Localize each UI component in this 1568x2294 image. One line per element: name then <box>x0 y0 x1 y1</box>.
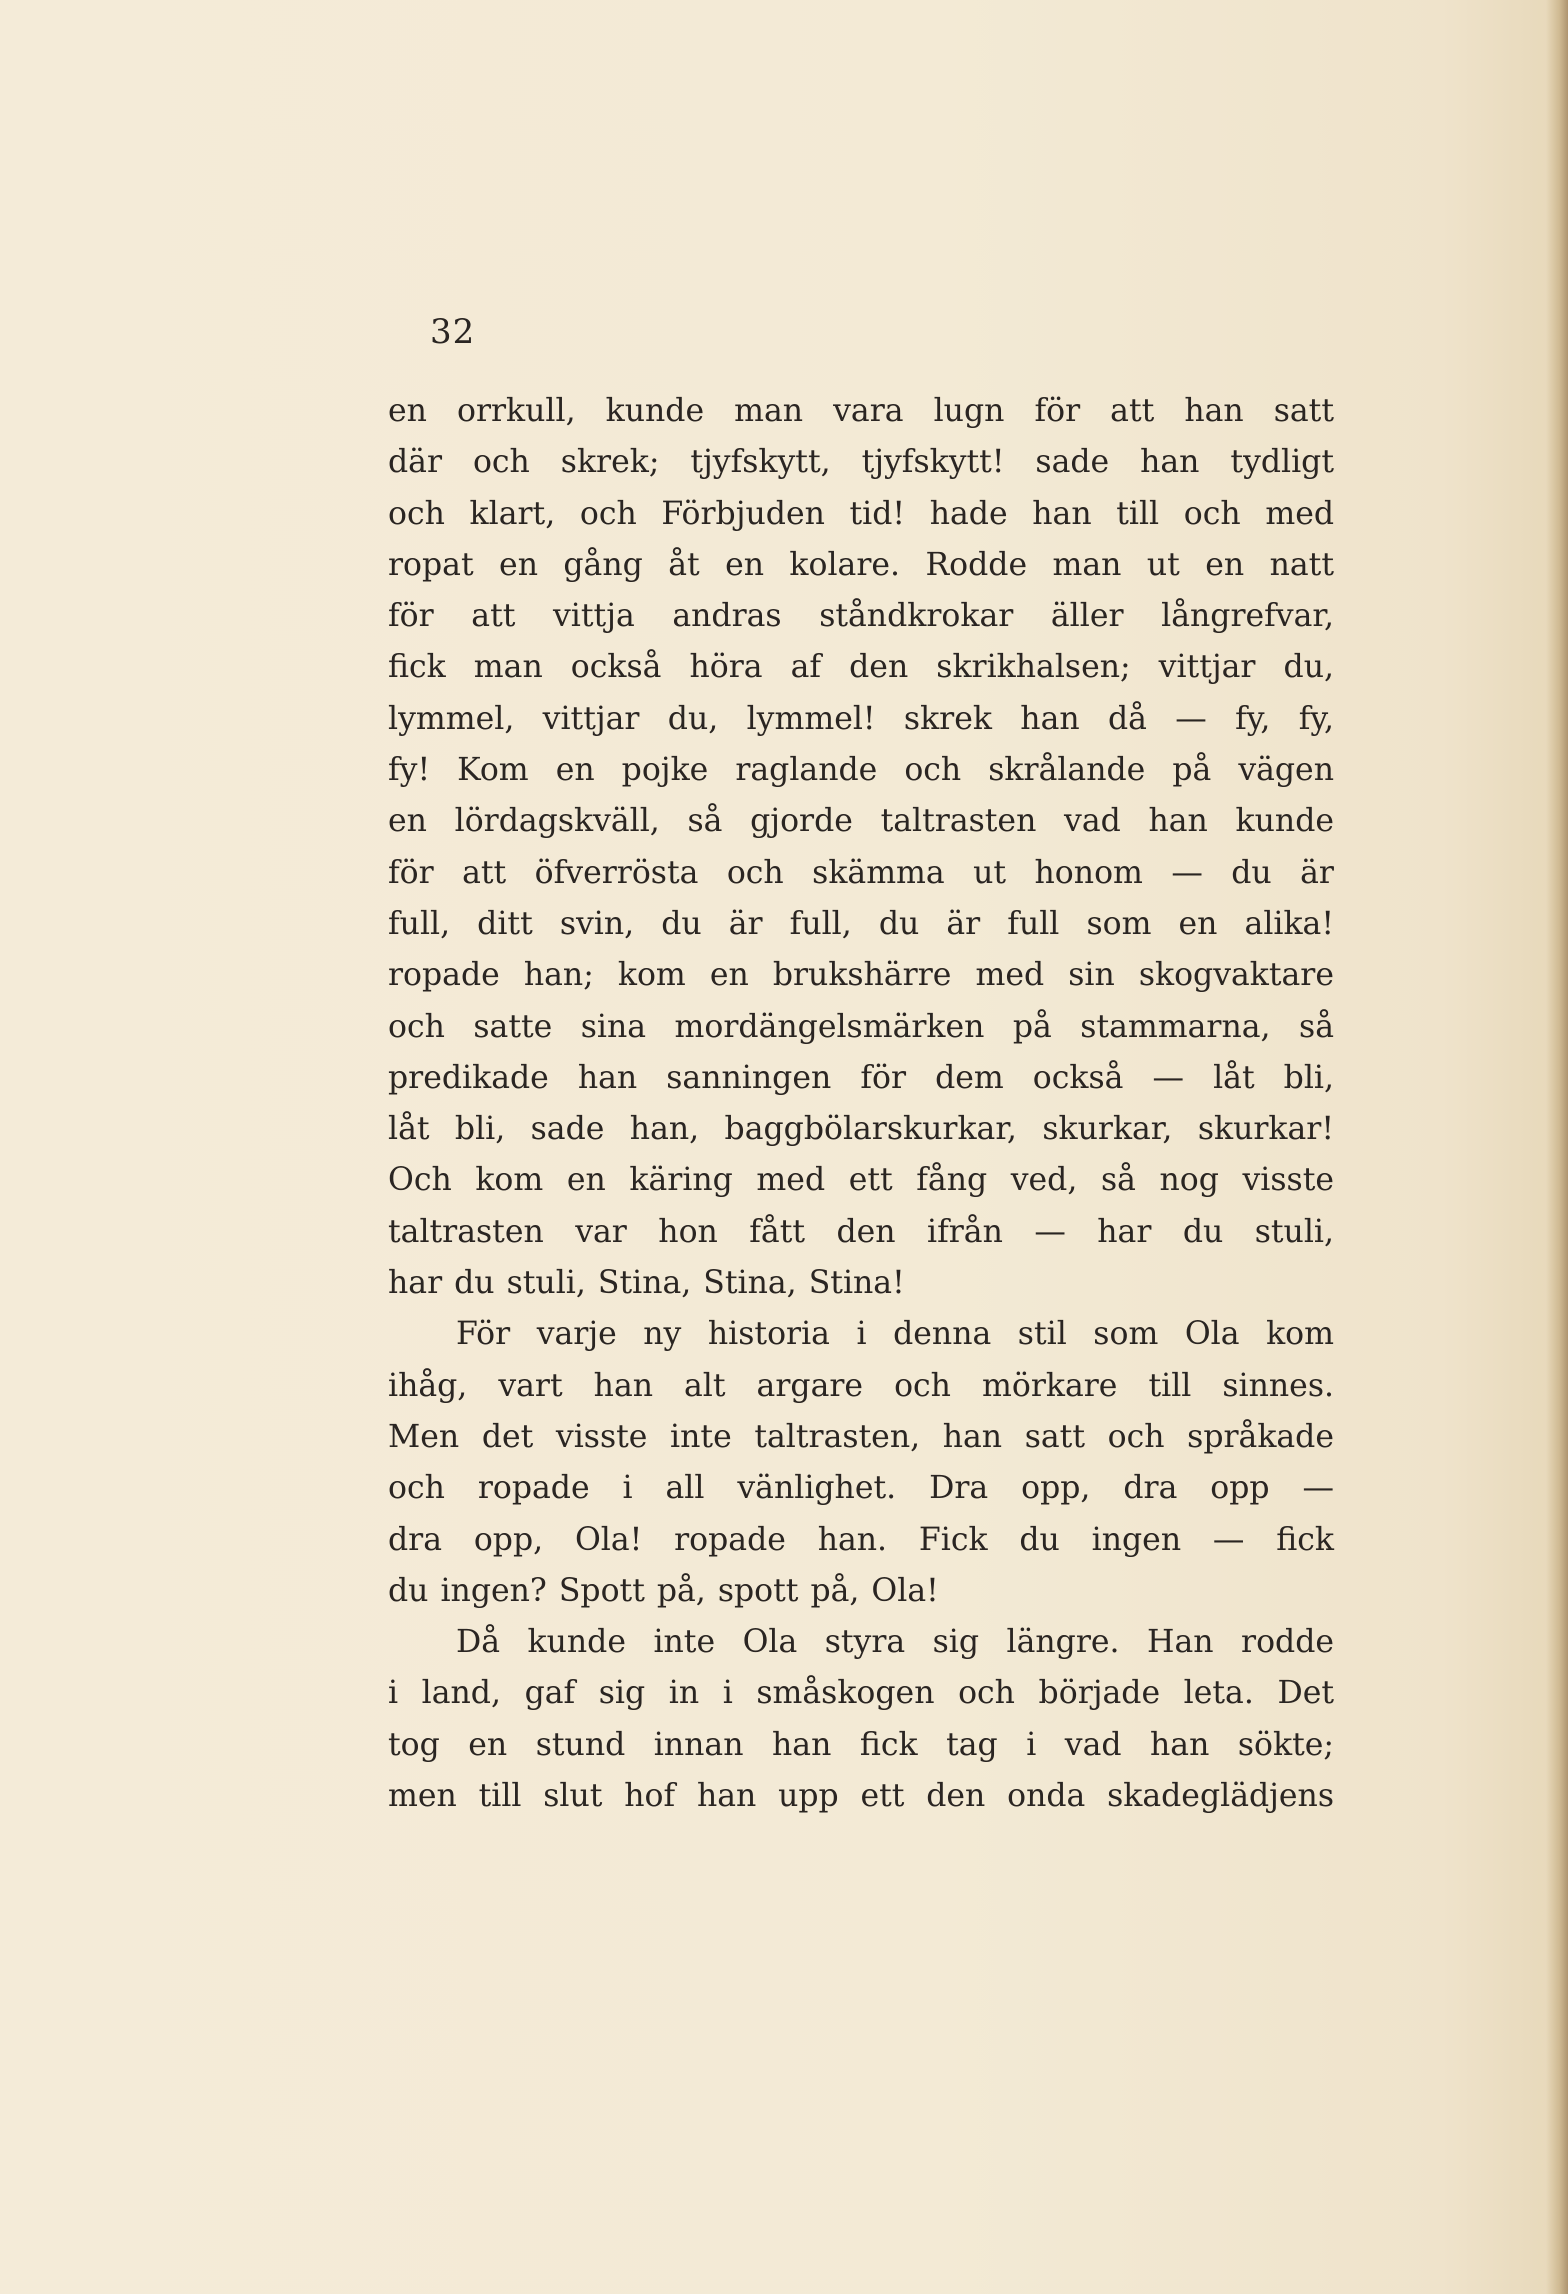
text-line: för att vittja andras ståndkrokar äller långrefvar, <box>388 598 1334 635</box>
text-line: Och kom en käring med ett fång ved, så nog visste <box>388 1162 1334 1199</box>
text-line: ihåg, vart han alt argare och mörkare till sinnes. <box>388 1367 1334 1404</box>
text-line: full, ditt svin, du är full, du är full som en alika! <box>388 905 1334 942</box>
text-line: i land, gaf sig in i småskogen och började leta. Det <box>388 1675 1334 1712</box>
paragraph-start-line: Då kunde inte Ola styra sig längre. Han rodde <box>456 1624 1334 1661</box>
text-line: taltrasten var hon fått den ifrån — har du stuli, <box>388 1213 1334 1250</box>
text-line: lymmel, vittjar du, lymmel! skrek han då — fy, fy, <box>388 700 1334 737</box>
page-number: 32 <box>430 312 476 352</box>
text-line: ropat en gång åt en kolare. Rodde man ut en natt <box>388 546 1334 583</box>
body-text <box>388 386 1334 1822</box>
paragraph-end-line: har du stuli, Stina, Stina, Stina! <box>388 1265 905 1302</box>
text-line: Men det visste inte taltrasten, han satt och språkade <box>388 1418 1334 1455</box>
text-line: fick man också höra af den skrikhalsen; vittjar du, <box>388 649 1334 686</box>
text-line: där och skrek; tjyfskytt, tjyfskytt! sade han tydligt <box>388 444 1334 481</box>
text-line: för att öfverrösta och skämma ut honom — du är <box>388 854 1334 891</box>
text-line: och klart, och Förbjuden tid! hade han till och med <box>388 495 1334 532</box>
paragraph-end-line: du ingen? Spott på, spott på, Ola! <box>388 1572 939 1609</box>
text-line: dra opp, Ola! ropade han. Fick du ingen — fick <box>388 1521 1334 1558</box>
page-edge-shadow <box>1546 0 1568 2294</box>
text-line: och satte sina mordängelsmärken på stammarna, så <box>388 1008 1334 1045</box>
text-line: låt bli, sade han, baggbölarskurkar, skurkar, skurkar! <box>388 1111 1334 1148</box>
text-line: en orrkull, kunde man vara lugn för att han satt <box>388 393 1334 429</box>
text-line: en lördagskväll, så gjorde taltrasten vad han kunde <box>388 803 1334 840</box>
text-line: tog en stund innan han fick tag i vad han sökte; <box>388 1726 1334 1763</box>
paragraph-start-line: För varje ny historia i denna stil som Ola kom <box>456 1316 1334 1353</box>
text-line: predikade han sanningen för dem också — låt bli, <box>388 1059 1334 1096</box>
text-line: och ropade i all vänlighet. Dra opp, dra opp — <box>388 1470 1334 1507</box>
text-line: men till slut hof han upp ett den onda skadeglädjens <box>388 1778 1334 1815</box>
text-line: fy! Kom en pojke raglande och skrålande på vägen <box>388 752 1334 789</box>
text-line: ropade han; kom en brukshärre med sin skogvaktare <box>388 957 1334 994</box>
